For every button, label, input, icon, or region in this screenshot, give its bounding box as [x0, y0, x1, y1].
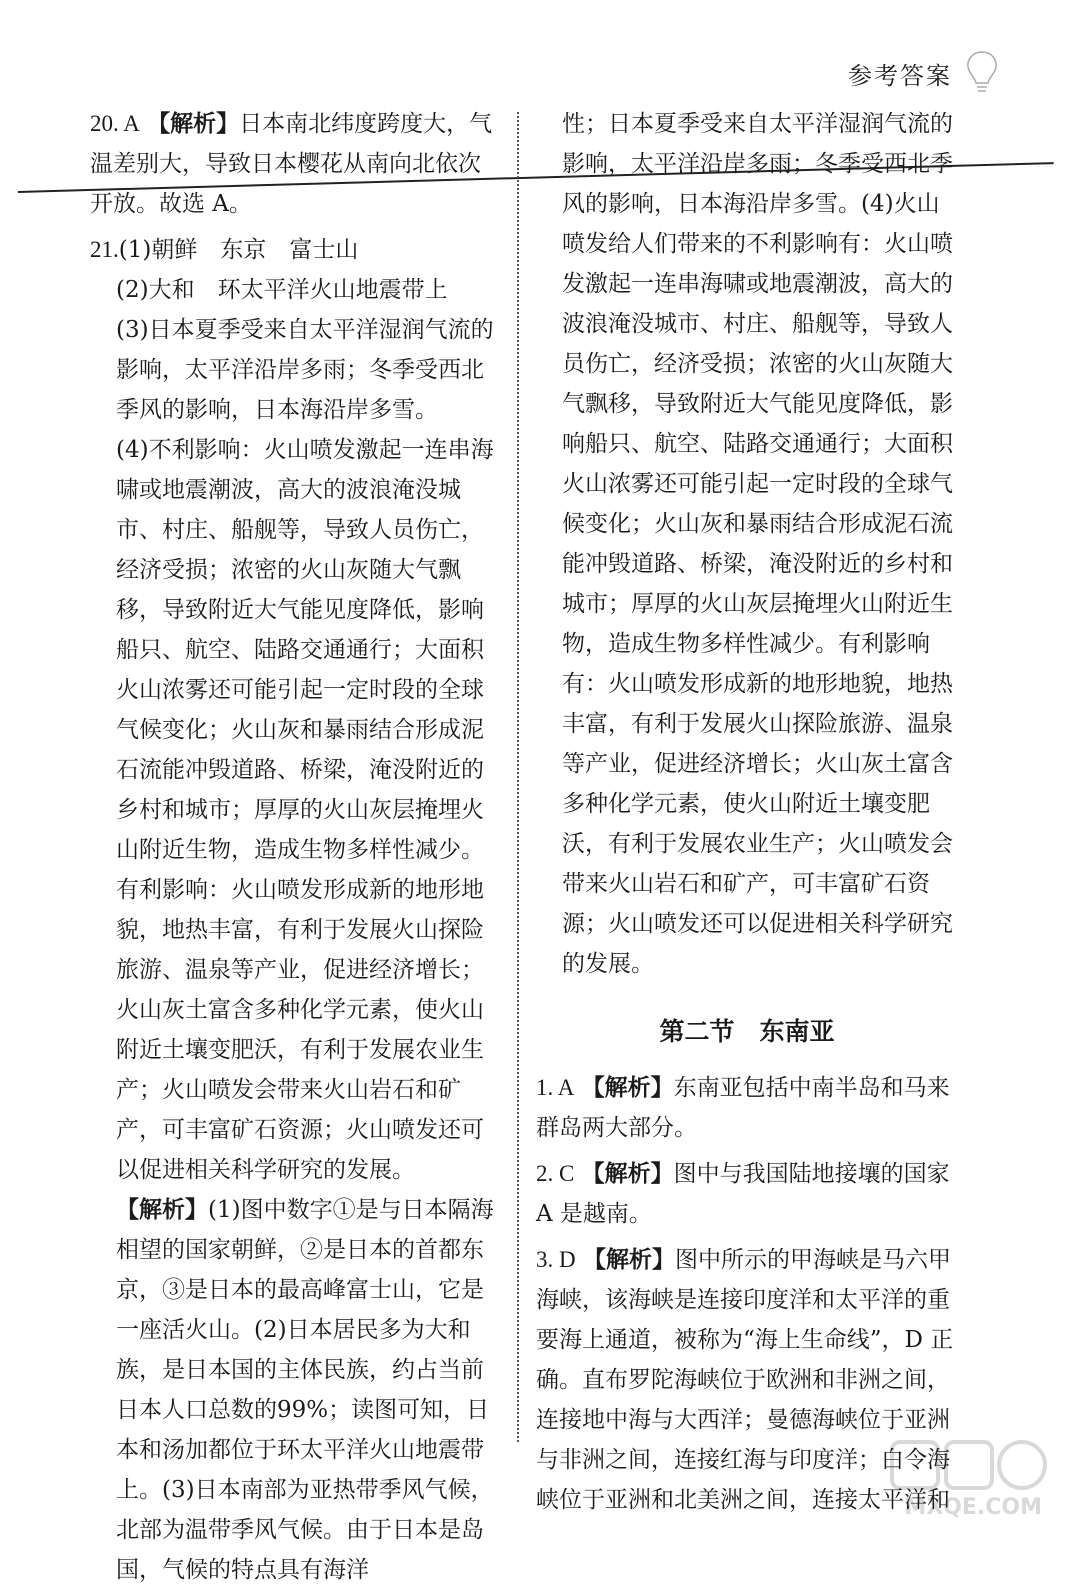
- analysis-tag: 【解析】: [116, 1197, 208, 1223]
- question-20: [90, 104, 500, 224]
- watermark-text: MXQE.COM: [904, 1495, 1042, 1520]
- answer-part-3: (3)日本夏季受来自太平洋湿润气流的影响，太平洋沿岸多雨；冬季受西北季风的影响，日本海沿岸多雪。: [116, 317, 494, 423]
- question-number: 3. D: [536, 1247, 576, 1272]
- question-21-analysis: [90, 1190, 500, 1590]
- answer-part-5: 有利影响：火山喷发形成新的地形地貌，地热丰富，有利于发展火山探险旅游、温泉等产业，促进经济增长；火山灰土富含多种化学元素，使火山附近土壤变肥沃，有利于发展农业生产；火山喷发会带来火山岩石和矿产，可丰富矿石资源；火山喷发还可以促进相关科学研究的发展。: [116, 877, 484, 1183]
- answer-part-2: (2)大和 环太平洋火山地震带上: [116, 277, 448, 303]
- page-header-title: 参考答案: [848, 62, 952, 90]
- answer-part-4: (4)不利影响：火山喷发激起一连串海啸或地震潮波，高大的波浪淹没城市、村庄、船舰等，导致人员伤亡，经济受损；浓密的火山灰随大气飘移，导致附近大气能见度降低，影响船只、航空、陆路交通通行；大面积火山浓雾还可能引起一定时段的全球气候变化；火山灰和暴雨结合形成泥石流能冲毁道路、桥梁，淹没附近的乡村和城市；厚厚的火山灰层掩埋火山附近生物，造成生物多样性减少。: [116, 437, 494, 863]
- question-3-text: 图中所示的甲海峡是马六甲海峡，该海峡是连接印度洋和太平洋的重要海上通道，被称为“海上生命线”，D 正确。直布罗陀海峡位于欧洲和非洲之间，连接地中海与大西洋；曼德海峡位于亚洲与非洲之间，连接红海与印度洋；白令海峡位于亚洲和北美洲之间，连接太平洋和: [536, 1247, 954, 1513]
- analysis-text: (1)图中数字①是与日本隔海相望的国家朝鲜，②是日本的首都东京，③是日本的最高峰富士山，它是一座活火山。(2)日本居民多为大和族，是日本国的主体民族，约占当前日本人口总数的99%；读图可知，日本和汤加都位于环太平洋火山地震带上。(3)日本南部为亚热带季风气候，北部为温带季风气候。由于日本是岛国，气候的特点具有海洋: [116, 1197, 494, 1583]
- question-1-text: 东南亚包括中南半岛和马来群岛两大部分。: [536, 1075, 950, 1141]
- answer-part-1: (1)朝鲜 东京 富士山: [118, 237, 359, 263]
- question-number: 20. A: [90, 111, 140, 136]
- question-20-text: 日本南北纬度跨度大，气温差别大，导致日本樱花从南向北依次开放。故选 A。: [90, 111, 493, 217]
- question-1: [536, 1068, 958, 1148]
- question-number: 2. C: [536, 1161, 575, 1186]
- lightbulb-icon: [962, 48, 1002, 96]
- question-2-text: 图中与我国陆地接壤的国家 A 是越南。: [536, 1161, 950, 1227]
- left-column: [90, 104, 500, 1596]
- watermark-icon: [882, 1434, 1052, 1504]
- question-number: 1. A: [536, 1075, 575, 1100]
- analysis-tag: 【解析】: [582, 1247, 675, 1273]
- right-column: [536, 104, 958, 1526]
- analysis-tag: 【解析】: [581, 1161, 674, 1187]
- watermark-logo: [882, 1434, 1052, 1524]
- question-2: [536, 1154, 958, 1234]
- section-title: 第二节 东南亚: [659, 1017, 835, 1046]
- continued-analysis: 性；日本夏季受来自太平洋湿润气流的影响，太平洋沿岸多雨；冬季受西北季风的影响，日本海沿岸多雪。(4)火山喷发给人们带来的不利影响有：火山喷发激起一连串海啸或地震潮波，高大的波浪淹没城市、村庄、船舰等，导致人员伤亡，经济受损；浓密的火山灰随大气飘移，导致附近大气能见度降低，影响船只、航空、陆路交通通行；大面积火山浓雾还可能引起一定时段的全球气候变化；火山灰和暴雨结合形成泥石流能冲毁道路、桥梁，淹没附近的乡村和城市；厚厚的火山灰层掩埋火山附近生物，造成生物多样性减少。有利影响有：火山喷发形成新的地形地貌，地热丰富，有利于发展火山探险旅游、温泉等产业，促进经济增长；火山灰土富含多种化学元素，使火山附近土壤变肥沃，有利于发展农业生产；火山喷发会带来火山岩石和矿产，可丰富矿石资源；火山喷发还可以促进相关科学研究的发展。: [562, 111, 953, 977]
- question-21: [90, 230, 500, 1590]
- column-divider: [517, 112, 519, 1442]
- question-number: 21.: [90, 237, 119, 262]
- analysis-tag: 【解析】: [147, 111, 240, 137]
- analysis-tag: 【解析】: [581, 1075, 674, 1101]
